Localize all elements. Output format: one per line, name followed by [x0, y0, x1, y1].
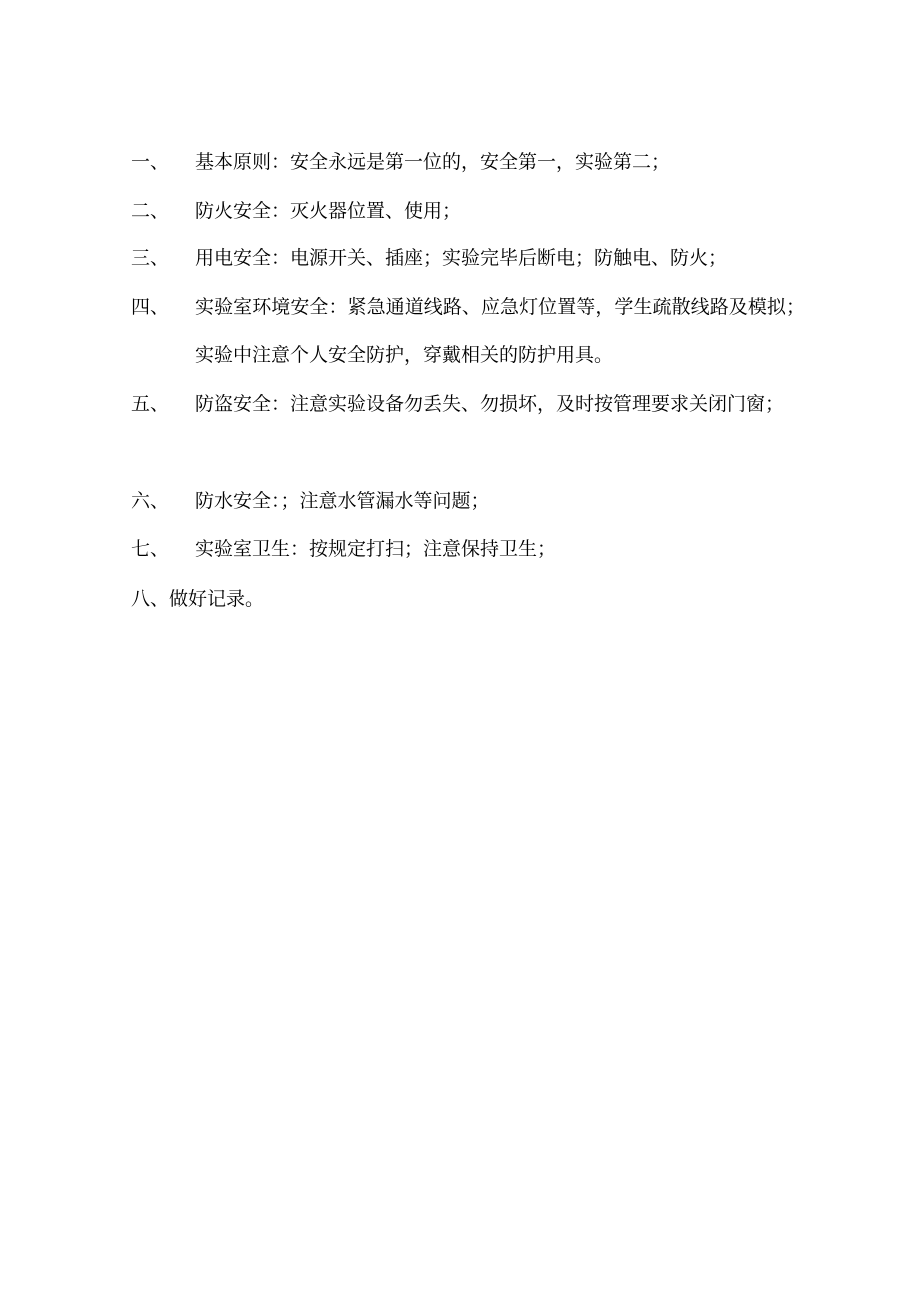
item-number: 六、 [131, 490, 170, 512]
last-item: 八、做好记录。 [131, 588, 265, 610]
item-text: 实验室卫生：按规定打扫；注意保持卫生； [195, 538, 557, 560]
item-number: 七、 [131, 538, 170, 560]
list-item [131, 138, 811, 186]
item-text: 防水安全：；注意水管漏水等问题； [195, 490, 490, 512]
list-item [131, 283, 811, 379]
item-text: 用电安全：电源开关、插座；实验完毕后断电；防触电、防火； [195, 247, 728, 269]
item-text: 基本原则：安全永远是第一位的，安全第一，实验第二； [195, 151, 671, 173]
list-item [131, 187, 811, 235]
item-number: 二、 [131, 200, 170, 222]
item-text: 防盗安全：注意实验设备勿丢失、勿损坏，及时按管理要求关闭门窗； [195, 393, 785, 415]
item-number: 一、 [131, 151, 170, 173]
item-text: 实验室环境安全：紧急通道线路、应急灯位置等，学生疏散线路及模拟；实验中注意个人安全防护，穿戴相关的防护用具。 [195, 296, 805, 366]
list-item [131, 380, 811, 428]
item-number: 五、 [131, 393, 170, 415]
item-number: 四、 [131, 296, 170, 318]
list-item [131, 525, 811, 573]
item-text: 防火安全：灭火器位置、使用； [195, 200, 462, 222]
list-item [131, 477, 811, 525]
list-item [131, 234, 811, 282]
item-number: 三、 [131, 247, 170, 269]
